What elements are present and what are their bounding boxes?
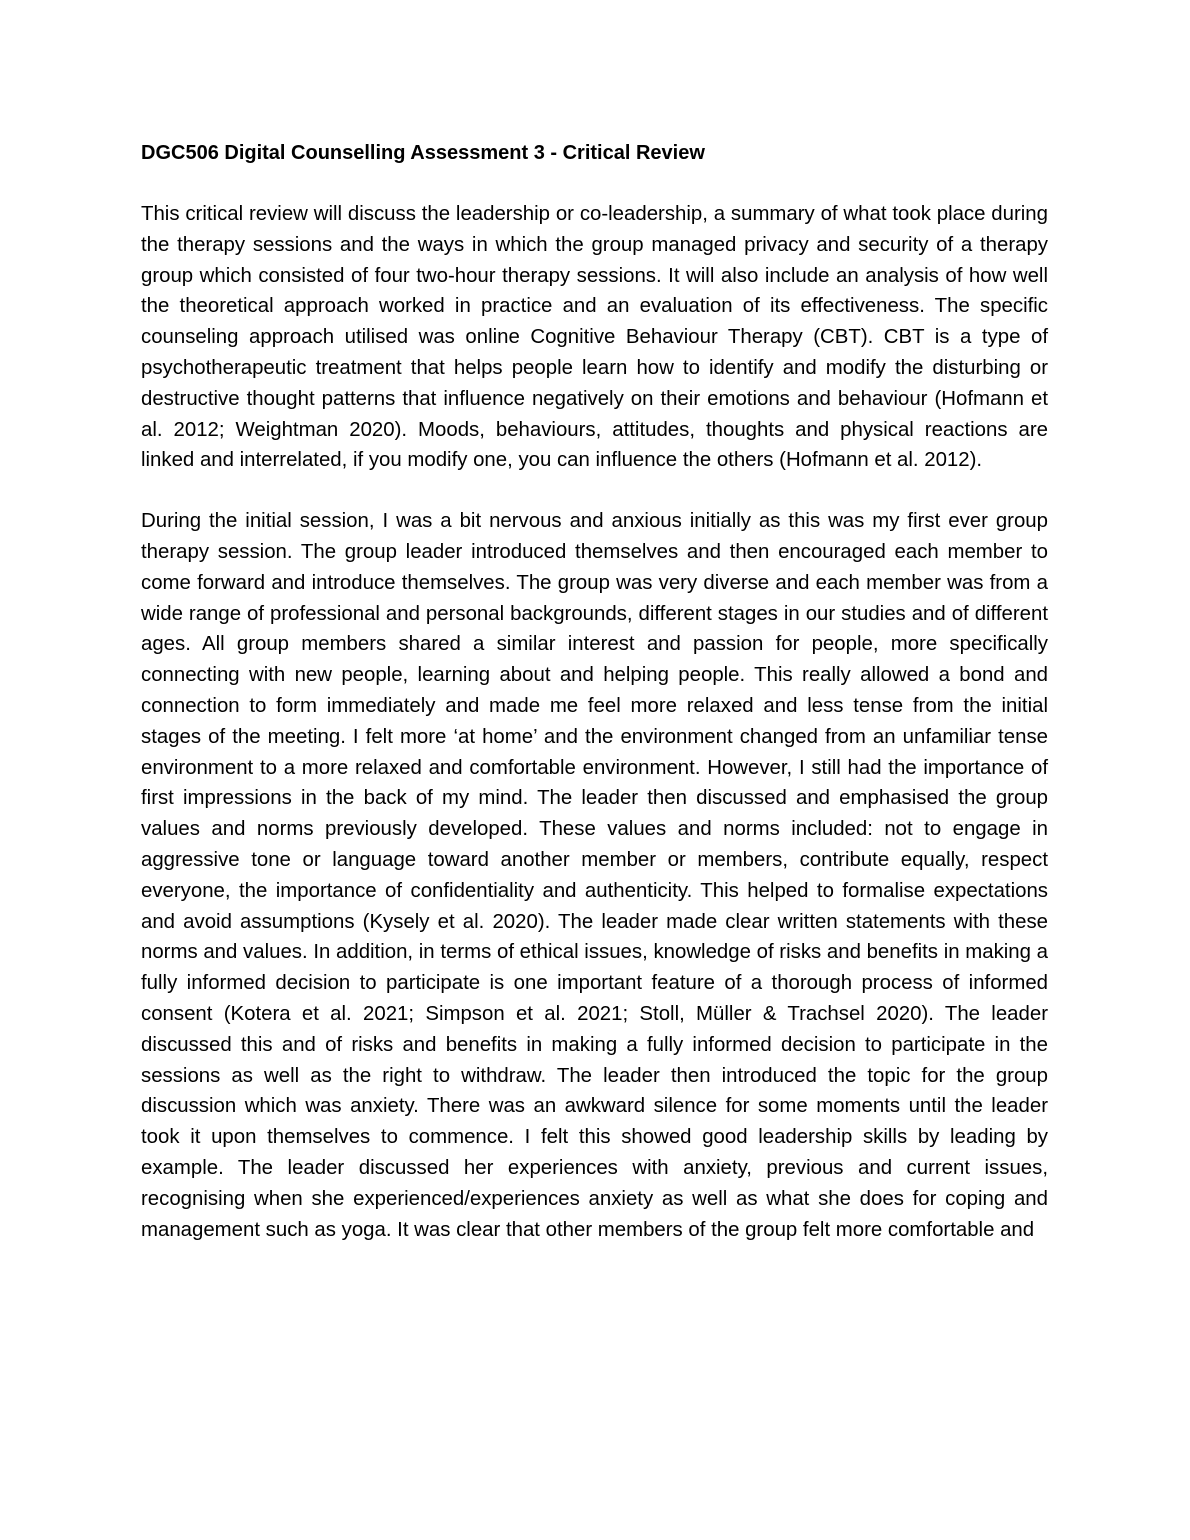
paragraph-introduction: This critical review will discuss the leadership or co-leadership, a summary of what took place during the therapy sessions and the ways in which the group managed privacy and security of a therapy group which consisted of four two-hour therapy sessions. It will also include an analysis of how well the theoretical approach worked in practice and an evaluation of its effectiveness. The specific counseling approach utilised was online Cognitive Behaviour Therapy (CBT). CBT is a type of psychotherapeutic treatment that helps people learn how to identify and modify the disturbing or destructive thought patterns that influence negatively on their emotions and behaviour (Hofmann et al. 2012; Weightman 2020). Moods, behaviours, attitudes, thoughts and physical reactions are linked and interrelated, if you modify one, you can influence the others (Hofmann et al. 2012). [141,203,1048,472]
document-body [141,138,1048,1245]
paragraph-initial-session: During the initial session, I was a bit nervous and anxious initially as this was my first ever group therapy session. The group leader introduced themselves and then encouraged each member to come forward and introduce themselves. The group was very diverse and each member was from a wide range of professional and personal backgrounds, different stages in our studies and of different ages. All group members shared a similar interest and passion for people, more specifically connecting with new people, learning about and helping people. This really allowed a bond and connection to form immediately and made me feel more relaxed and less tense from the initial stages of the meeting. I felt more ‘at home’ and the environment changed from an unfamiliar tense environment to a more relaxed and comfortable environment. However, I still had the importance of first impressions in the back of my mind. The leader then discussed and emphasised the group values and norms previously developed. These values and norms included: not to engage in aggressive tone or language toward another member or members, contribute equally, respect everyone, the importance of confidentiality and authenticity. This helped to formalise expectations and avoid assumptions (Kysely et al. 2020). The leader made clear written statements with these norms and values. In addition, in terms of ethical issues, knowledge of risks and benefits in making a fully informed decision to participate is one important feature of a thorough process of informed consent (Kotera et al. 2021; Simpson et al. 2021; Stoll, Müller & Trachsel 2020). The leader discussed this and of risks and benefits in making a fully informed decision to participate in the sessions as well as the right to withdraw. The leader then introduced the topic for the group discussion which was anxiety. There was an awkward silence for some moments until the leader took it upon themselves to commence. I felt this showed good leadership skills by leading by example. The leader discussed her experiences with anxiety, previous and current issues, recognising when she experienced/experiences anxiety as well as what she does for coping and management such as yoga. It was clear that other members of the group felt more comfortable and [141,510,1048,1241]
document-title: DGC506 Digital Counselling Assessment 3 - Critical Review [141,142,705,164]
